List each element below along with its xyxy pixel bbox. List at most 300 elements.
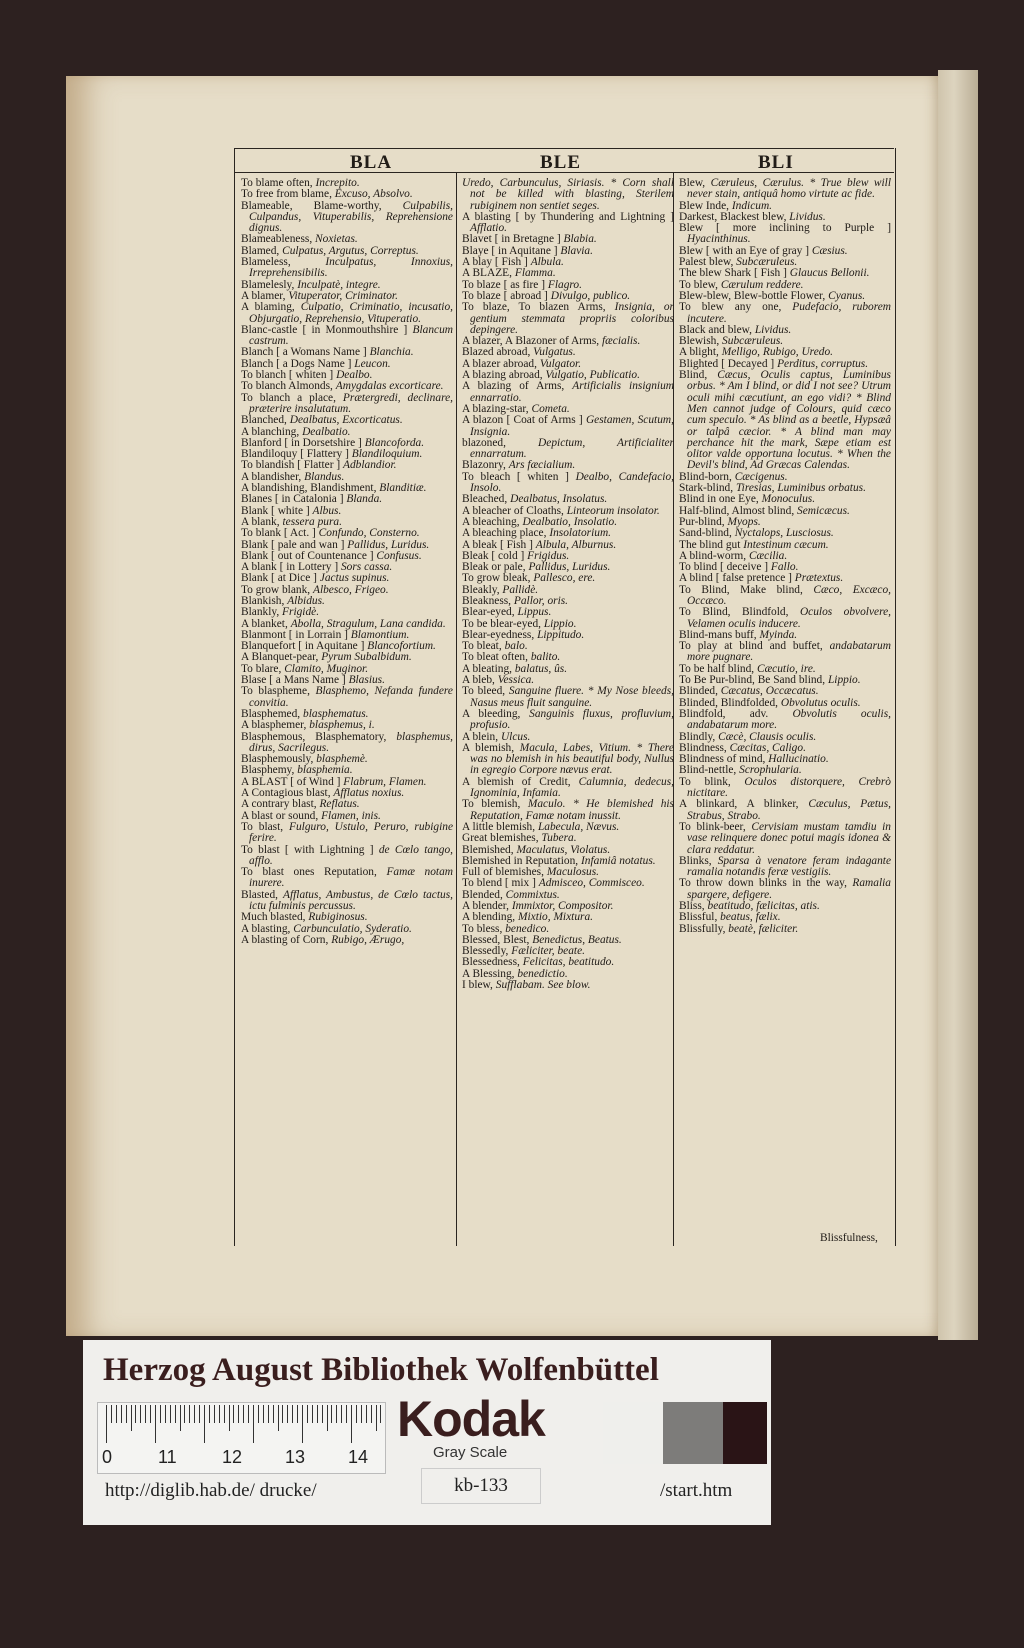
ruler-tick (199, 1405, 200, 1423)
entry-latin: Inculpatè, integre. (297, 278, 381, 291)
entry-latin: Indicum. (731, 199, 773, 212)
entry-headword: A blender, (462, 900, 509, 912)
ruler-tick (322, 1405, 323, 1423)
dictionary-entry (241, 732, 453, 755)
ruler-tick (131, 1405, 132, 1431)
entry-latin: balatus, ûs. (514, 662, 568, 675)
entry-latin: Cæruleus, Cærulus. * True blew will never stain, antiquâ homo virtute ac fide. (687, 178, 891, 201)
entry-headword: Blasted, (241, 888, 279, 901)
ruler-tick (278, 1405, 279, 1431)
entry-headword: Much blasted, (241, 911, 306, 924)
entry-headword: A blaming, (241, 301, 295, 314)
entry-latin: Vulgatio, Publicatio. (545, 369, 640, 382)
entry-headword: Pur-blind, (679, 515, 725, 528)
entry-headword: Blankish, (241, 594, 285, 607)
entry-latin: Insignia, or gentium stemmata propriis coloribus depingere. (470, 301, 674, 336)
dictionary-entry (462, 302, 674, 336)
dictionary-column-3 (679, 178, 891, 1244)
entry-headword: To bleat, (462, 640, 502, 653)
entry-latin: Frigidè. (282, 606, 320, 619)
entry-headword: Blew Inde, (679, 199, 729, 212)
entry-latin: Scrophularia. (739, 764, 802, 777)
entry-headword: Blinks, (679, 854, 712, 867)
entry-headword: Blewish, (679, 335, 720, 348)
entry-headword: A blazing abroad, (462, 369, 543, 382)
entry-latin: blasphemus, dirus, Sacrilegus. (249, 730, 453, 754)
entry-latin: Labecula, Nævus. (537, 820, 620, 833)
entry-latin: Vulgatus. (533, 346, 576, 359)
entry-latin: beatitudo, fælicitas, atis. (707, 900, 820, 912)
entry-headword: To throw down blinks in the way, (679, 877, 847, 890)
ruler-tick (307, 1405, 308, 1423)
entry-headword: To blanch a place, (241, 391, 336, 404)
running-head-2: BLE (540, 152, 582, 173)
entry-latin: Vulgator. (539, 357, 582, 370)
entry-headword: Blessedness, (462, 956, 520, 969)
entry-headword: Palest blew, (679, 256, 734, 269)
ruler (97, 1402, 386, 1474)
entry-latin: Nyctalops, Lusciosus. (734, 527, 834, 540)
entry-headword: Bleakness, (462, 594, 512, 607)
catchword: Blissfulness, (820, 1232, 878, 1244)
entry-headword: To be blear-eyed, (462, 617, 541, 630)
entry-headword: A blank [ in Lottery ] (241, 561, 339, 574)
entry-latin: Pallor, oris. (513, 594, 569, 607)
dictionary-entry (679, 585, 891, 608)
entry-headword: A blasting [ by Thundering and Lightning ] (462, 210, 674, 223)
ruler-tick (189, 1405, 190, 1423)
entry-latin: Uredo, Carbunculus, Siriasis. * Corn shall not be killed with blasting, Sterilem rubiginem non sentiet seges. (462, 178, 674, 212)
entry-latin: Ulcus. (500, 730, 531, 743)
entry-headword: A bleak [ Fish ] (462, 538, 533, 551)
url-right: /start.htm (660, 1480, 733, 1501)
entry-latin: Perditus, corruptus. (777, 357, 869, 370)
dictionary-entry (241, 393, 453, 416)
entry-latin: Fæliciter, beate. (511, 945, 585, 958)
ruler-number: 13 (285, 1447, 306, 1467)
entry-latin: Blasphemo, Nefanda fundere convitia. (249, 685, 453, 709)
entry-headword: A blinkard, A blinker, (679, 798, 799, 811)
entry-headword: Stark-blind, (679, 482, 734, 495)
entry-latin: Sanguinis fluxus, profluvium, profusio. (470, 707, 674, 732)
entry-latin: Cyanus. (828, 289, 866, 302)
entry-latin: Semicæcus. (797, 504, 850, 517)
entry-headword: Blanford [ in Dorsetshire ] (241, 436, 362, 449)
entry-latin: Mixtio, Mixtura. (518, 911, 593, 924)
entry-headword: Darkest, Blackest blew, (679, 210, 787, 223)
entry-latin: Subcæruleus. (736, 256, 798, 269)
ruler-tick (327, 1405, 328, 1431)
entry-headword: Bleak [ cold ] (462, 549, 525, 562)
entry-headword: Blase [ a Mans Name ] (241, 674, 346, 687)
entry-headword: A blazer abroad, (462, 357, 537, 370)
ruler-tick (312, 1405, 313, 1423)
entry-latin: Maculosus. (546, 866, 600, 879)
entry-latin: Pudefacio, ruborem incutere. (687, 301, 891, 325)
entry-headword: A blind [ false pretence ] (679, 572, 792, 585)
entry-headword: A blight, (679, 346, 719, 359)
dictionary-entry (462, 777, 674, 800)
entry-headword: A bleating, (462, 662, 512, 675)
entry-headword: To blanch Almonds, (241, 380, 333, 393)
entry-latin: Afflatio. (470, 222, 508, 235)
entry-latin: Culpabilis, Culpandus, Vituperabilis, Reprehensione dignus. (249, 199, 453, 235)
dictionary-entry (241, 822, 453, 845)
entry-headword: Blankly, (241, 606, 280, 619)
entry-headword: To blast, (241, 820, 284, 833)
entry-latin: Myinda. (759, 628, 798, 641)
entry-latin: Pallesco, ere. (533, 572, 596, 585)
dictionary-entry (679, 302, 891, 325)
ruler-tick (331, 1405, 332, 1423)
entry-latin: Blandus. (304, 470, 345, 483)
entry-latin: balito. (530, 651, 561, 664)
entry-latin: Sanguine fluere. * My Nose bleeds, Nasus meus fluit sanguine. (470, 685, 674, 709)
entry-latin: Immixtor, Compositor. (511, 900, 614, 912)
entry-latin: Hyacinthinus. (687, 233, 751, 246)
dictionary-entry (679, 878, 891, 901)
entry-latin: Flabrum, Flamen. (343, 775, 427, 788)
entry-headword: Blear-eyed, (462, 606, 515, 619)
entry-latin: Frigidus. (527, 549, 570, 562)
entry-headword: A blamer, (241, 289, 286, 302)
entry-latin: beatus, fælix. (720, 911, 781, 924)
ruler-tick (317, 1405, 318, 1423)
dictionary-entry (679, 641, 891, 664)
entry-latin: Afflatus noxius. (333, 787, 405, 800)
gray-patch-black (723, 1402, 767, 1464)
entry-latin: Infamiâ notatus. (580, 854, 656, 867)
entry-latin: Lividus. (789, 210, 826, 223)
entry-latin: Blanditiæ. (379, 482, 427, 495)
ruler-tick (135, 1405, 136, 1423)
ruler-tick (126, 1405, 127, 1423)
entry-latin: Divulgo, publico. (550, 289, 631, 302)
entry-headword: A blazer, A Blazoner of Arms, (462, 335, 600, 348)
entry-headword: A BLAZE, (462, 267, 512, 280)
next-page-edge (938, 70, 978, 1340)
entry-latin: Dealbatio. (302, 425, 351, 438)
dictionary-entry (462, 438, 674, 461)
ruler-tick (248, 1405, 249, 1423)
ruler-tick (302, 1405, 303, 1443)
entry-headword: Blighted [ Decayed ] (679, 357, 775, 370)
entry-headword: Blinded, (679, 685, 718, 698)
entry-latin: Blasius. (348, 674, 385, 687)
top-rule (234, 148, 894, 149)
entry-latin: Clamito, Muginor. (284, 662, 369, 675)
entry-latin: Leucon. (354, 357, 391, 370)
entry-headword: Blissful, (679, 911, 718, 924)
entry-latin: Intestinum cæcum. (743, 538, 829, 551)
entry-latin: andabatarum more pugnare. (687, 640, 891, 664)
ruler-tick (356, 1405, 357, 1423)
entry-latin: Flamen, inis. (321, 809, 381, 822)
ruler-tick (180, 1405, 181, 1431)
dictionary-entry (679, 370, 891, 472)
entry-headword: Blindness, (679, 741, 727, 754)
entry-headword: To blaspheme, (241, 685, 310, 698)
ruler-tick (346, 1405, 347, 1423)
entry-headword: To blast ones Reputation, (241, 866, 377, 879)
ruler-tick (258, 1405, 259, 1423)
gray-patch-white (603, 1402, 663, 1464)
entry-latin: Ramalia spargere, defigere. (687, 877, 891, 901)
entry-headword: Blasphemously, (241, 753, 314, 766)
entry-headword: A blank, (241, 515, 280, 528)
entry-headword: Blanched, (241, 414, 287, 427)
entry-headword: Blessedly, (462, 945, 509, 958)
gray-scale-label: Gray Scale (433, 1444, 508, 1461)
entry-latin: Obvolutis oculis, andabatarum more. (687, 707, 891, 732)
entry-latin: Blavia. (560, 244, 593, 257)
entry-latin: Lippus. (517, 606, 552, 619)
entry-headword: A Blanquet-pear, (241, 651, 319, 664)
entry-headword: Blavet [ in Bretagne ] (462, 233, 561, 246)
entry-headword: A blazing-star, (462, 402, 529, 415)
entry-latin: Confusus. (376, 549, 422, 562)
ruler-number: 14 (348, 1447, 369, 1467)
ruler-tick (121, 1405, 122, 1423)
ruler-tick (238, 1405, 239, 1423)
entry-headword: Blindfold, adv. (679, 707, 769, 720)
entry-headword: Blazed abroad, (462, 346, 531, 359)
entry-headword: The blind gut (679, 538, 741, 551)
entry-latin: Cæculus, Pætus, Strabus, Strabo. (687, 798, 891, 822)
entry-headword: Blasphemous, Blasphematory, (241, 730, 387, 743)
entry-latin: Blamontium. (350, 628, 410, 641)
entry-latin: Pallidè. (502, 583, 539, 596)
dictionary-entry (679, 777, 891, 800)
entry-latin: Blanda. (346, 493, 383, 506)
ruler-tick (253, 1405, 254, 1443)
entry-latin: Tiresias, Luminibus orbatus. (735, 482, 866, 495)
entry-latin: Felicitas, beatitudo. (522, 956, 615, 969)
entry-latin: Jactus supinus. (319, 572, 390, 585)
entry-latin: Glaucus Bellonii. (789, 267, 870, 280)
ruler-tick (209, 1405, 210, 1423)
ruler-tick (268, 1405, 269, 1423)
ruler-tick (233, 1405, 234, 1423)
entry-headword: To blend [ mix ] (462, 877, 536, 890)
entry-latin: Fallo. (770, 561, 799, 574)
entry-latin: Prætergredi, declinare, præterire insalutatum. (249, 391, 453, 415)
dictionary-entry (679, 607, 891, 630)
entry-headword: To bleat often, (462, 651, 528, 664)
entry-headword: To blink-beer, (679, 820, 746, 833)
ruler-tick (170, 1405, 171, 1423)
entry-latin: Pallidus, Luridus. (347, 538, 430, 551)
entry-headword: A blending, (462, 911, 516, 924)
entry-headword: A bleaching, (462, 515, 520, 528)
entry-latin: Maculatus, Violatus. (516, 843, 611, 856)
entry-headword: A blandishing, Blandishment, (241, 482, 377, 495)
entry-headword: A BLAST [ of Wind ] (241, 775, 341, 788)
entry-headword: To blink, (679, 775, 731, 788)
entry-headword: A bleb, (462, 674, 495, 687)
entry-latin: Excuso, Absolvo. (334, 188, 413, 201)
entry-latin: Cæcitas, Caligo. (729, 741, 806, 754)
ruler-tick (214, 1405, 215, 1423)
dictionary-entry (462, 799, 674, 822)
entry-latin: benedico. (505, 922, 550, 935)
entry-latin: Vessica. (497, 674, 535, 687)
entry-headword: Blinded, Blindfolded, (679, 696, 779, 709)
entry-headword: Full of blemishes, (462, 866, 544, 879)
entry-headword: Blanch [ a Womans Name ] (241, 346, 367, 359)
ruler-tick (336, 1405, 337, 1423)
entry-headword: Blanquefort [ in Aquitane ] (241, 640, 365, 653)
entry-headword: A blemish of Credit, (462, 775, 571, 788)
entry-headword: Sand-blind, (679, 527, 732, 540)
entry-headword: A contrary blast, (241, 798, 317, 811)
ruler-tick (380, 1405, 381, 1423)
ruler-number: 0 (102, 1447, 113, 1467)
entry-latin: Culpatus, Argutus, Correptus. (282, 244, 419, 257)
dictionary-entry (462, 381, 674, 404)
entry-latin: Amygdalas excorticare. (335, 380, 444, 393)
entry-headword: Blanch [ a Dogs Name ] (241, 357, 352, 370)
dictionary-entry (679, 856, 891, 879)
entry-headword: A blemish, (462, 741, 515, 754)
ruler-tick (155, 1405, 156, 1443)
dictionary-entry (241, 257, 453, 280)
entry-latin: Sparsa à venatore feram indagante ramalia notandis feræ vestigiis. (687, 854, 891, 879)
ruler-tick (361, 1405, 362, 1423)
entry-headword: A blasphemer, (241, 719, 307, 732)
entry-headword: A blanching, (241, 425, 300, 438)
entry-headword: Blamelesly, (241, 278, 295, 291)
entry-headword: Blanmont [ in Lorrain ] (241, 628, 348, 641)
entry-headword: A blast or sound, (241, 809, 319, 822)
entry-headword: Blemished in Reputation, (462, 854, 579, 867)
entry-headword: Blindly, (679, 730, 716, 743)
entry-latin: Blanchia. (369, 346, 414, 359)
ruler-tick (366, 1405, 367, 1423)
ruler-tick (229, 1405, 230, 1431)
entry-latin: Oculos distorquere, Crebrò nictitare. (687, 775, 891, 800)
entry-latin: Hallucinatio. (768, 753, 829, 766)
dictionary-column-2 (462, 178, 674, 1244)
entry-headword: Blank [ white ] (241, 504, 310, 517)
entry-latin: Flagro. (547, 278, 582, 291)
entry-latin: Blancoforda. (364, 436, 425, 449)
entry-latin: Abolla, Stragulum, Lana candida. (290, 617, 446, 630)
entry-latin: Culpatio, Criminatio, incusatio, Objurgatio, Reprehensio, Vituperatio. (249, 301, 453, 325)
entry-headword: To free from blame, (241, 188, 332, 201)
entry-headword: Blank [ pale and wan ] (241, 538, 345, 551)
entry-headword: To blaze, To blazen Arms, (462, 301, 606, 314)
entry-latin: Obvolutus oculis. (780, 696, 861, 709)
dictionary-entry (679, 223, 891, 246)
entry-headword: Blew [ more inclining to Purple ] (679, 222, 891, 235)
library-name: Herzog August Bibliothek Wolfenbüttel (103, 1352, 659, 1388)
entry-headword: To blaze [ as fire ] (462, 278, 546, 291)
entry-headword: To blare, (241, 662, 282, 675)
entry-headword: Blew, (679, 178, 706, 189)
entry-latin: beatè, fæliciter. (728, 922, 799, 935)
entry-latin: Lividus. (754, 323, 792, 336)
entry-latin: Lippio. (543, 617, 577, 630)
entry-headword: A blay [ Fish ] (462, 256, 528, 269)
entry-latin: Cæsius. (811, 244, 848, 257)
entry-latin: Insolatorium. (549, 527, 612, 540)
entry-latin: Cæcutio, ire. (756, 662, 816, 675)
entry-latin: Lippio. (827, 674, 861, 687)
entry-headword: To bleed, (462, 685, 506, 698)
entry-latin: Pallidus, Luridus. (528, 561, 611, 574)
entry-headword: To Blind, Blindfold, (679, 606, 789, 619)
dictionary-entry (462, 178, 674, 212)
entry-latin: Cæco, Excæco, Occæco. (687, 583, 891, 607)
ruler-tick (341, 1405, 342, 1423)
ruler-tick (204, 1405, 205, 1443)
entry-latin: Famæ notam inurere. (249, 866, 453, 890)
entry-headword: Blameable, Blame-worthy, (241, 199, 382, 212)
entry-headword: A Contagious blast, (241, 787, 331, 800)
entry-headword: Blaye [ in Aquitane ] (462, 244, 558, 257)
ruler-tick (111, 1405, 112, 1423)
ruler-tick (150, 1405, 151, 1423)
running-head-3: BLI (758, 152, 794, 173)
entry-latin: Dealbatio, Insolatio. (522, 515, 618, 528)
entry-headword: A blanket, (241, 617, 288, 630)
entry-latin: balo. (504, 640, 528, 653)
entry-headword: Black and blew, (679, 323, 752, 336)
dictionary-entry (462, 212, 674, 235)
ruler-tick (292, 1405, 293, 1423)
dictionary-entry (241, 201, 453, 235)
dictionary-entry (679, 924, 891, 935)
entry-latin: Pyrum Subalbidum. (321, 651, 412, 664)
entry-latin: Tubera. (541, 832, 577, 845)
dictionary-entry (241, 302, 453, 325)
dictionary-entry (462, 743, 674, 777)
entry-latin: Depictum, Artificialiter ennarratum. (470, 436, 674, 461)
entry-headword: Blameableness, (241, 233, 313, 246)
entry-headword: Blessed, Blest, (462, 933, 530, 946)
entry-latin: benedictio. (517, 967, 568, 980)
ruler-tick (282, 1405, 283, 1423)
url-left: http://diglib.hab.de/ drucke/ (105, 1480, 317, 1501)
entry-latin: Lippitudo. (537, 628, 585, 641)
entry-latin: Inculpatus, Innoxius, Irreprehensibilis. (249, 256, 453, 280)
entry-latin: Cæcilia. (748, 549, 788, 562)
entry-headword: A blazing of Arms, (462, 380, 565, 393)
entry-latin: Cæcus, Oculis captus, Luminibus orbus. * Am I blind, or did I not see? Utrum oculi mihi cæcutiunt, an ego vidi? * Blind Men cannot judge of Colours, quid cæco cum speculo. * As blind as a beetle, Hypsæâ or talpâ cæcior. * A blind man may perchance hit the mark, Sæpe etiam est olitor valde opportuna locutus. * When the Devil's blind, Ad Græcas Calendas. (687, 369, 891, 472)
entry-headword: To bless, (462, 922, 503, 935)
dictionary-entry (462, 686, 674, 709)
entry-headword: Blind, (679, 369, 708, 382)
entry-latin: Carbunculatio, Syderatio. (293, 922, 412, 935)
entry-latin: Admisceo, Commisceo. (538, 877, 645, 890)
entry-headword: A blandisher, (241, 470, 302, 483)
entry-latin: Dealbo, Candefacio, Insolo. (470, 470, 674, 495)
entry-latin: Rubigo, Ærugo, (331, 933, 405, 946)
entry-latin: blasphemè. (316, 753, 368, 766)
entry-latin: Afflatus, Ambustus, de Cœlo tactus, ictu fulminis percussus. (249, 888, 453, 912)
entry-headword: Blear-eyedness, (462, 628, 535, 641)
ruler-number: 12 (222, 1447, 243, 1467)
entry-headword: Blameless, (241, 256, 291, 269)
entry-headword: Blew-blew, Blew-bottle Flower, (679, 289, 826, 302)
entry-headword: A blein, (462, 730, 499, 743)
ruler-tick (160, 1405, 161, 1423)
entry-headword: To blemish, (462, 798, 521, 811)
dictionary-entry (679, 799, 891, 822)
entry-latin: de Cœlo tango, afflo. (249, 843, 453, 867)
entry-headword: Blew [ with an Eye of gray ] (679, 244, 810, 257)
